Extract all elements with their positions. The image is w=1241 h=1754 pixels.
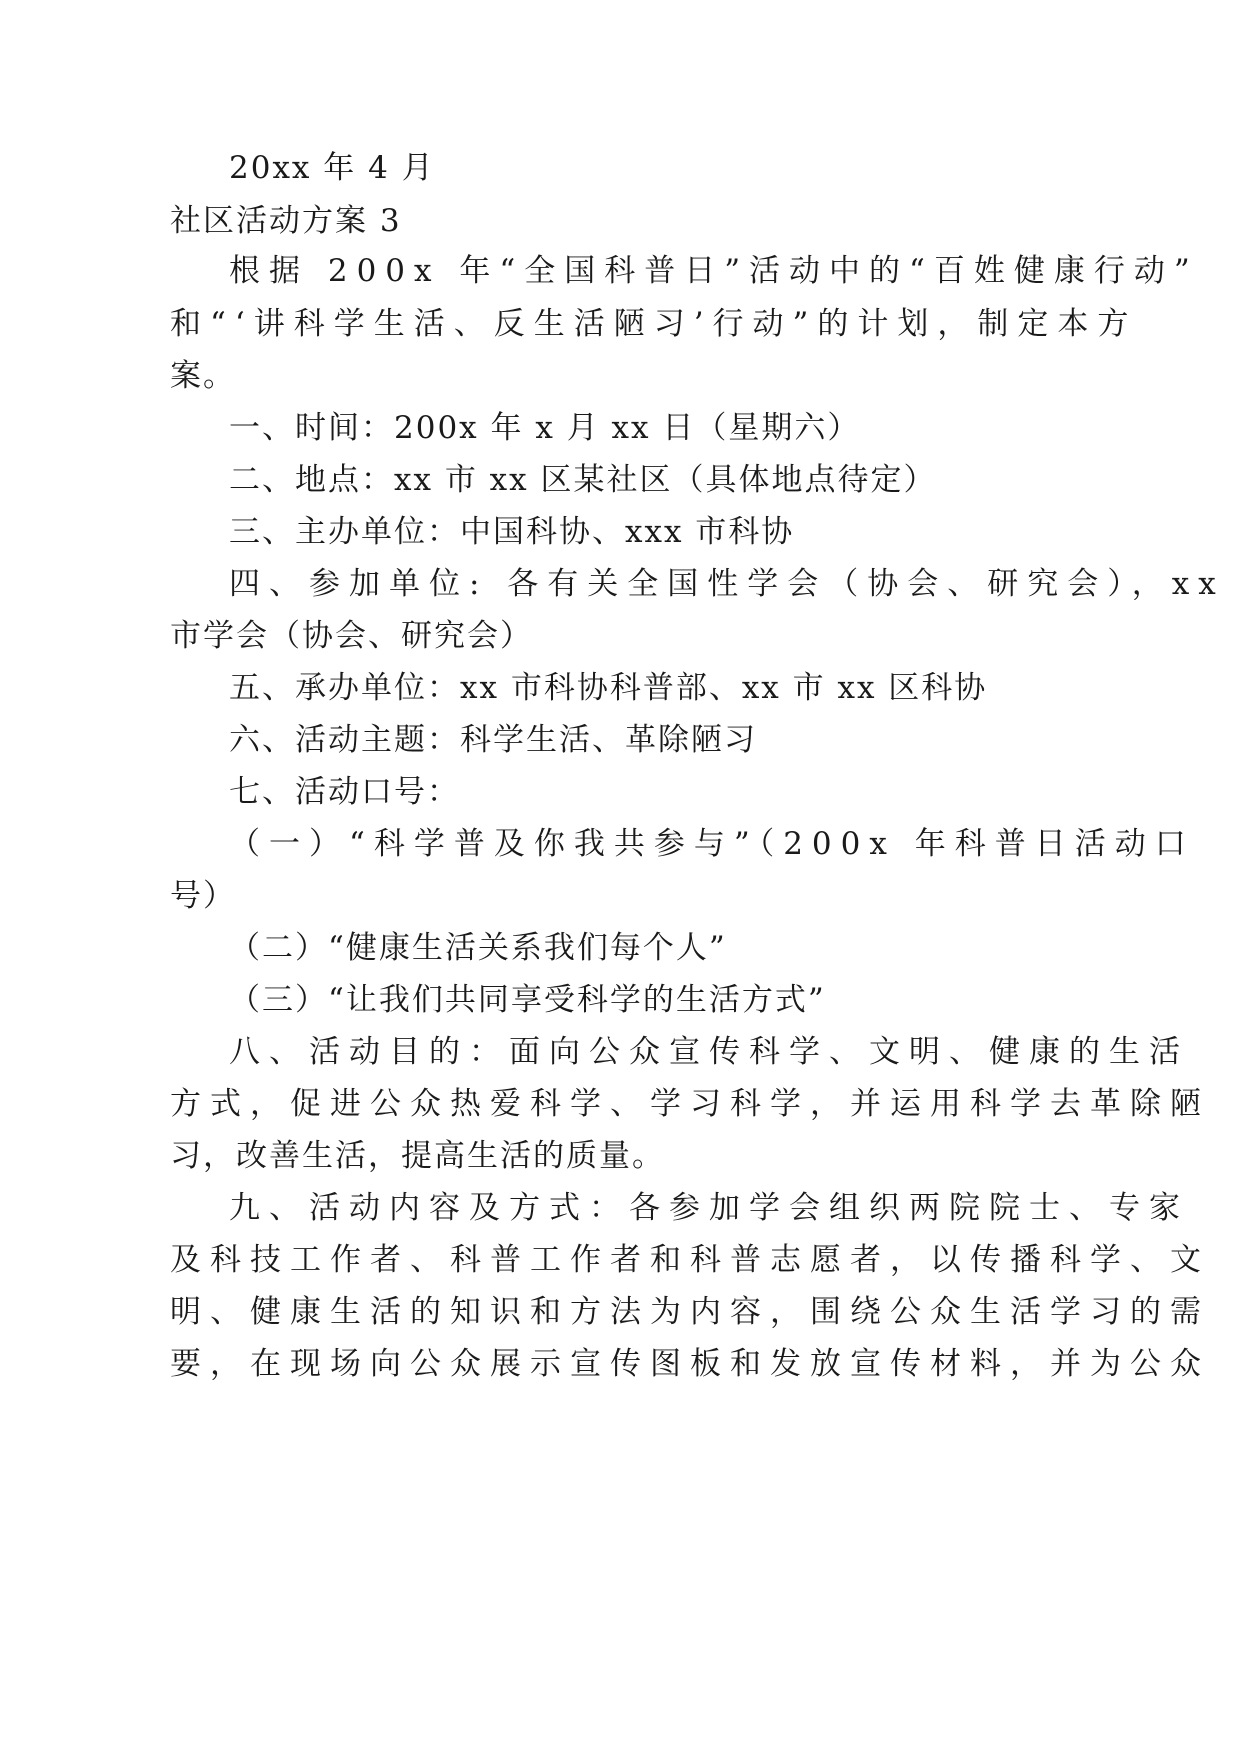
list-item-participants-cont: 市学会（协会、研究会） [170,618,533,654]
slogan-3: （三）“让我们共同享受科学的生活方式” [229,982,826,1018]
list-item-theme: 六、活动主题：科学生活、革除陋习 [229,722,757,758]
list-item-time: 一、时间：200x 年 x 月 xx 日（星期六） [229,410,861,446]
purpose-line: 八、活动目的：面向公众宣传科学、文明、健康的生活 [229,1034,1189,1070]
slogan-2: （二）“健康生活关系我们每个人” [229,930,727,966]
list-item-slogans: 七、活动口号： [229,774,460,810]
paragraph-line: 和“‘讲科学生活、反生活陋习’行动”的计划，制定本方 [170,306,1138,342]
paragraph-line: 根据 200x 年“全国科普日”活动中的“百姓健康行动” [229,253,1199,289]
date-line: 20xx 年 4 月 [229,150,435,186]
content-line: 明、健康生活的知识和方法为内容，围绕公众生活学习的需 [170,1294,1210,1330]
list-item-participants: 四、参加单位: 各有关全国性学会（协会、研究会），xx [229,566,1225,602]
content-line: 九、活动内容及方式：各参加学会组织两院院士、专家 [229,1190,1189,1226]
purpose-line: 方式，促进公众热爱科学、学习科学，并运用科学去革除陋 [170,1086,1210,1122]
slogan-1-cont: 号） [170,878,236,914]
list-item-location: 二、地点：xx 市 xx 区某社区（具体地点待定） [229,462,937,498]
purpose-line: 习，改善生活，提高生活的质量。 [170,1138,665,1174]
section-title: 社区活动方案 3 [170,203,402,239]
content-line: 及科技工作者、科普工作者和科普志愿者，以传播科学、文 [170,1242,1210,1278]
list-item-organizer: 五、承办单位：xx 市科协科普部、xx 市 xx 区科协 [229,670,988,706]
slogan-1: （一）“科学普及你我共参与”（200x 年科普日活动口 [229,826,1195,862]
paragraph-line: 案。 [170,358,236,394]
list-item-host: 三、主办单位：中国科协、xxx 市科协 [229,514,795,550]
content-line: 要，在现场向公众展示宣传图板和发放宣传材料，并为公众 [170,1346,1210,1382]
